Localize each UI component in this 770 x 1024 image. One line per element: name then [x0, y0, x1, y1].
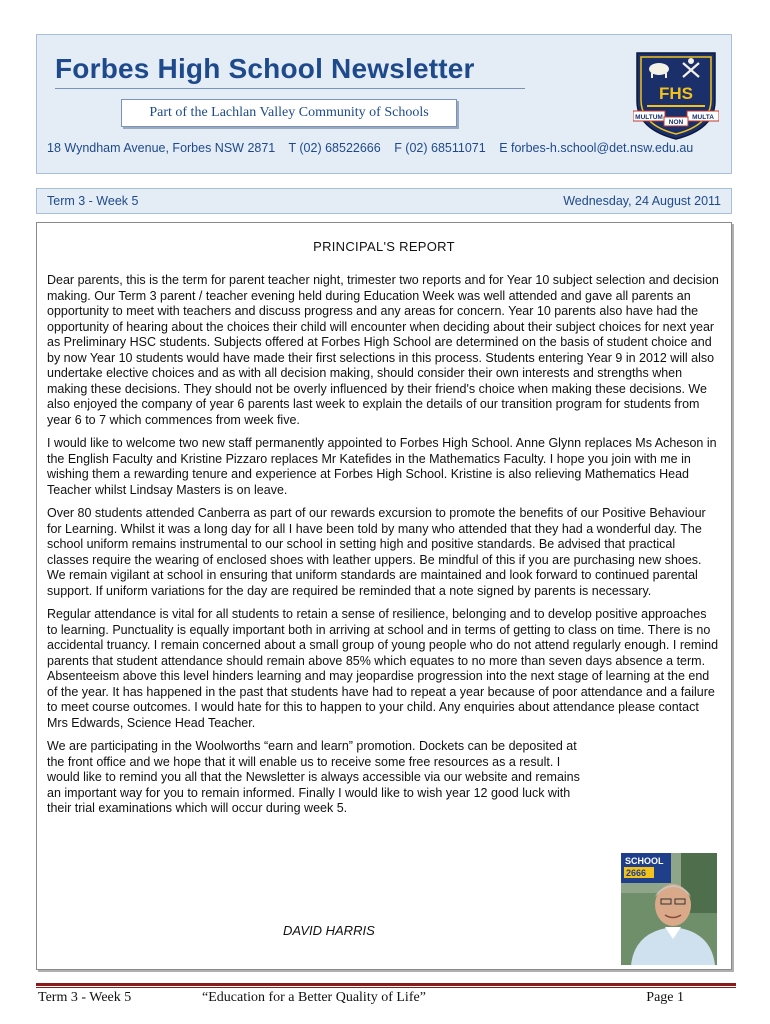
- report-paragraph: I would like to welcome two new staff permanently appointed to Forbes High School. Anne Glynn replaces Ms Acheson in the English Faculty and Kristine Pizzaro replaces Mr Katefides in the Mathematics Faculty. I hope you join with me in wishing them a rewarding tenure and experience at Forbes High School. Kristine is also relieving Mathematics Head Teacher whilst Lindsay Masters is on leave.: [47, 436, 717, 497]
- school-address: 18 Wyndham Avenue, Forbes NSW 2871: [47, 141, 276, 155]
- title-underline: [55, 88, 525, 89]
- crest-motto-left: MULTUM: [635, 114, 663, 121]
- principal-signature: DAVID HARRIS: [283, 923, 375, 938]
- newsletter-header: [36, 34, 732, 174]
- term-date-bar: [36, 188, 732, 214]
- email-address[interactable]: E forbes-h.school@det.nsw.edu.au: [499, 141, 694, 155]
- footer-page-number: Page 1: [646, 990, 684, 1005]
- principal-photo: [621, 853, 717, 965]
- report-body: [47, 273, 719, 825]
- crest-letters: FHS: [659, 84, 693, 103]
- footer-rule: [36, 983, 736, 986]
- report-heading: PRINCIPAL'S REPORT: [313, 239, 455, 254]
- phone-number: T (02) 68522666: [288, 141, 381, 155]
- contact-line: [47, 141, 703, 155]
- term-week-label: Term 3 - Week 5: [47, 194, 139, 208]
- community-subtitle: Part of the Lachlan Valley Community of Schools: [121, 99, 457, 127]
- footer-motto: “Education for a Better Quality of Life”: [202, 990, 426, 1005]
- fax-number: F (02) 68511071: [394, 141, 486, 155]
- newsletter-title: Forbes High School Newsletter: [55, 53, 475, 84]
- report-closing-paragraph: We are participating in the Woolworths “earn and learn” promotion. Dockets can be deposited at the front office and we hope that it will enable us to receive some free resources as a result. I would like to remind you all that the Newsletter is always accessible via our website and remains an important way for you to remain informed. Finally I would like to wish year 12 good luck with their trial examinations which will occur during week 5.: [47, 739, 580, 815]
- sign-number: 2666: [626, 868, 647, 878]
- report-paragraph: Over 80 students attended Canberra as part of our rewards excursion to promote the benefits of our Positive Behaviour for Learning. Whilst it was a long day for all I have been told by many who attended that they had a wonderful day. The school uniform remains instrumental to our school in setting high and positive standards. Be advised that practical classes require the wearing of enclosed shoes with leather uppers. Be mindful of this if you are purchasing new shoes. We remain vigilant at school in ensuring that uniform standards are maintained and look forward to continued parental support. If uniform variations for the day are required be reminded that a note signed by parents is necessary.: [47, 506, 706, 598]
- report-paragraph: Dear parents, this is the term for parent teacher night, trimester two reports and for Year 10 subject selection and decision making. Our Term 3 parent / teacher evening held during Education Week was well attended and gave all parents an opportunity to meet with teachers and discuss progress and any areas for concern. Year 10 parents also have had the opportunity of hearing about the choices their child will encounter when deciding about their subject choices for next year as Preliminary HSC students. Subjects offered at Forbes High School are determined on the basis of student choice and by now Year 10 students would have made their first selections in this process. Students entering Year 9 in 2012 will also undertake elective choices and as with all decision making, should consider their own interests and strengths when making these decisions. They should not be overly influenced by their friend's choice when making these decisions. We also enjoyed the company of year 6 parents last week to explain the details of our transition program for students from year 6 to 7 which commences from week five.: [47, 273, 719, 427]
- footer-term: Term 3 - Week 5: [38, 990, 132, 1005]
- principals-report-box: [36, 222, 732, 970]
- school-crest-logo: [633, 49, 719, 141]
- issue-date: Wednesday, 24 August 2011: [563, 194, 721, 208]
- crest-motto-right: MULTA: [692, 114, 714, 121]
- crest-motto-mid: NON: [668, 119, 684, 126]
- sign-text: SCHOOL: [625, 856, 664, 866]
- report-paragraph: Regular attendance is vital for all students to retain a sense of resilience, belonging and to develop positive approaches to learning. Punctuality is equally important both in arriving at school and in terms of getting to class on time. There is no accidental truancy. I remain concerned about a small group of young people who do not attend regularly enough. I remind parents that student attendance should remain above 85% which equates to no more than seven days absence a term. Absenteeism above this level hinders learning and may jeopardise progression into the next stage of learning at the end of the year. It has happened in the past that students have had to repeat a year because of poor attendance and a failure to meet course outcomes. I would hate for this to happen to your child. Any enquiries about attendance please contact Mrs Edwards, Science Head Teacher.: [47, 607, 719, 730]
- footer-rule-thin: [36, 987, 736, 988]
